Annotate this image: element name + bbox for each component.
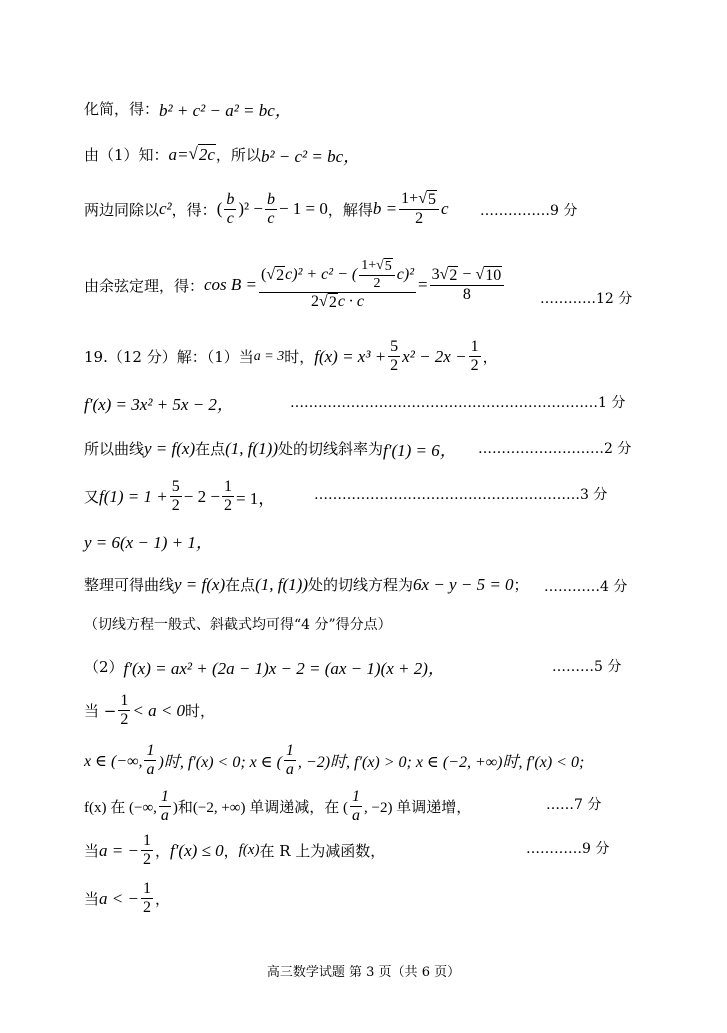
equation: < a < 0: [132, 700, 186, 720]
equation: f′(x) = ax² + (2a − 1)x − 2 = (ax − 1)(x + 2)，: [123, 659, 445, 678]
equation: c: [440, 199, 449, 219]
fraction: $\frac{1}{2}$: [470, 338, 479, 375]
text: 又: [84, 488, 100, 507]
equation: c²: [159, 199, 172, 219]
score-5: ………5 分: [552, 659, 622, 675]
text: 在 R 上为减函数，: [259, 842, 386, 861]
text: ，得：: [171, 200, 217, 219]
equation: f′(1) = 6，: [383, 441, 457, 460]
text: ，解得: [327, 200, 373, 219]
text: ；: [513, 576, 529, 594]
fraction: $\frac{b}{c}$: [226, 190, 235, 227]
equation: =: [418, 275, 428, 295]
equation: b² + c² − a² = bc，: [159, 101, 292, 120]
equation: 6x − y − 5 = 0: [413, 574, 514, 594]
fraction: $\frac{1}{2}$: [223, 478, 232, 515]
equation: − 1 = 0: [278, 199, 328, 219]
fraction: $\frac{1}{a}$: [285, 742, 294, 779]
text: 19.（12 分）解：（1）当: [84, 348, 254, 367]
line-divide: 两边同除以 c² ，得： ( $\frac{b}{c}$ )² − $\frac{b}{c}$ − 1 = 0 ，解得 b = 1+√ 5 2 c: [84, 190, 449, 228]
text: 时，: [185, 702, 216, 721]
fraction: $\frac{1}{a}$: [146, 742, 155, 779]
text: 由（1）知：: [84, 146, 169, 164]
text: 当 −: [84, 702, 117, 721]
text: 在点: [225, 576, 256, 594]
equation: x ∈ (−∞,: [84, 752, 143, 770]
fraction: 3√ 2 − √ 10 8: [430, 266, 505, 305]
score-9: ……………9 分: [480, 203, 578, 219]
score-9b: …………9 分: [526, 841, 610, 857]
text: 化简，得：: [84, 100, 160, 118]
score-4: …………4 分: [544, 579, 628, 595]
fraction: $\frac{5}{2}$: [171, 478, 180, 515]
equation: a < −: [99, 888, 139, 908]
equation: )和(−2, +∞) 单调递减，在 (: [172, 800, 348, 817]
sqrt: √ 2c: [188, 144, 215, 164]
fraction: $\frac{1}{2}$: [142, 832, 151, 869]
equation: y = f(x): [144, 438, 196, 458]
text: 当: [84, 842, 100, 861]
score-3: …………………………………………………3 分: [314, 487, 608, 503]
line-note: [84, 614, 643, 634]
equation: , −2)时, f′(x) > 0; x ∈ (−2, +∞)时, f′(x) < 0;: [297, 754, 585, 772]
text: ，: [482, 348, 498, 367]
text: ，: [154, 842, 170, 861]
text: 整理可得曲线: [84, 576, 175, 594]
fraction: $\frac{b}{c}$: [266, 190, 275, 227]
equation: b =: [372, 199, 398, 219]
equation: f(1) = 1 +: [99, 486, 168, 506]
equation: )时, f′(x) < 0; x ∈ (: [158, 754, 282, 772]
equation: b² − c² = bc，: [260, 147, 361, 166]
line-intervals: [84, 742, 643, 780]
equation: y = f(x): [174, 574, 226, 594]
fraction: $\frac{1}{a}$: [351, 788, 360, 825]
line-from-part1: [84, 142, 643, 167]
equation: − 2 −: [183, 486, 220, 506]
fraction: $\frac{1}{a}$: [160, 788, 169, 825]
text: 在点: [195, 440, 226, 458]
equation: = 1，: [235, 489, 276, 509]
text: 所以曲线: [84, 440, 145, 458]
line-case1: [84, 692, 643, 730]
equation: cos B =: [204, 275, 258, 295]
score-1: …………………………………………………………1 分: [290, 395, 626, 411]
radicand: 2c: [198, 145, 215, 164]
text: ，所以: [215, 146, 261, 164]
equation: y = 6(x − 1) + 1，: [84, 533, 213, 552]
score-12: …………12 分: [540, 291, 633, 307]
equation: x² − 2x −: [402, 346, 467, 366]
fraction: 1+√ 5 2: [399, 190, 439, 229]
fraction: (√ 2 c)² + c² − ( 1+√ 5 2 c)² 2√ 2 c · c: [261, 258, 415, 312]
equation: f′(x) = 3x² + 5x − 2，: [84, 395, 234, 414]
line-tangent: [84, 528, 643, 553]
text: ，: [154, 890, 170, 909]
equation: f(x) 在 (−∞,: [84, 800, 157, 817]
text: 两边同除以: [84, 200, 160, 219]
text: 处的切线斜率为: [278, 440, 384, 458]
page-footer: 高三数学试题 第 3 页（共 6 页）: [266, 965, 461, 980]
line-case3: [84, 880, 643, 918]
line-simplify: [84, 96, 643, 121]
equation: a=: [168, 144, 189, 164]
equation: f(x) = x³ +: [314, 346, 387, 366]
text: 处的切线方程为: [308, 576, 414, 594]
text: 当: [84, 890, 100, 909]
score-2: ………………………2 分: [478, 441, 632, 457]
text: 由余弦定理，得：: [84, 276, 205, 295]
score-7: ……7 分: [546, 797, 602, 813]
text: （2）: [84, 658, 124, 676]
equation: )² −: [238, 199, 263, 219]
equation: , −2) 单调递增，: [363, 800, 472, 817]
text: ，: [223, 842, 239, 861]
fraction: $\frac{5}{2}$: [390, 338, 399, 375]
line-q19: [84, 338, 643, 376]
text: 时，: [284, 348, 315, 367]
equation: (1, f(1)): [225, 438, 279, 458]
fraction: $\frac{1}{2}$: [120, 692, 129, 729]
equation: a = −: [99, 840, 139, 860]
note-text: （切线方程一般式、斜截式均可得“4 分”得分点）: [84, 617, 392, 633]
equation: f(x): [238, 842, 260, 859]
equation: (1, f(1)): [255, 574, 309, 594]
equation: f′(x) ≤ 0: [169, 840, 224, 860]
equation: a = 3: [253, 348, 285, 364]
fraction: $\frac{1}{2}$: [142, 880, 151, 917]
